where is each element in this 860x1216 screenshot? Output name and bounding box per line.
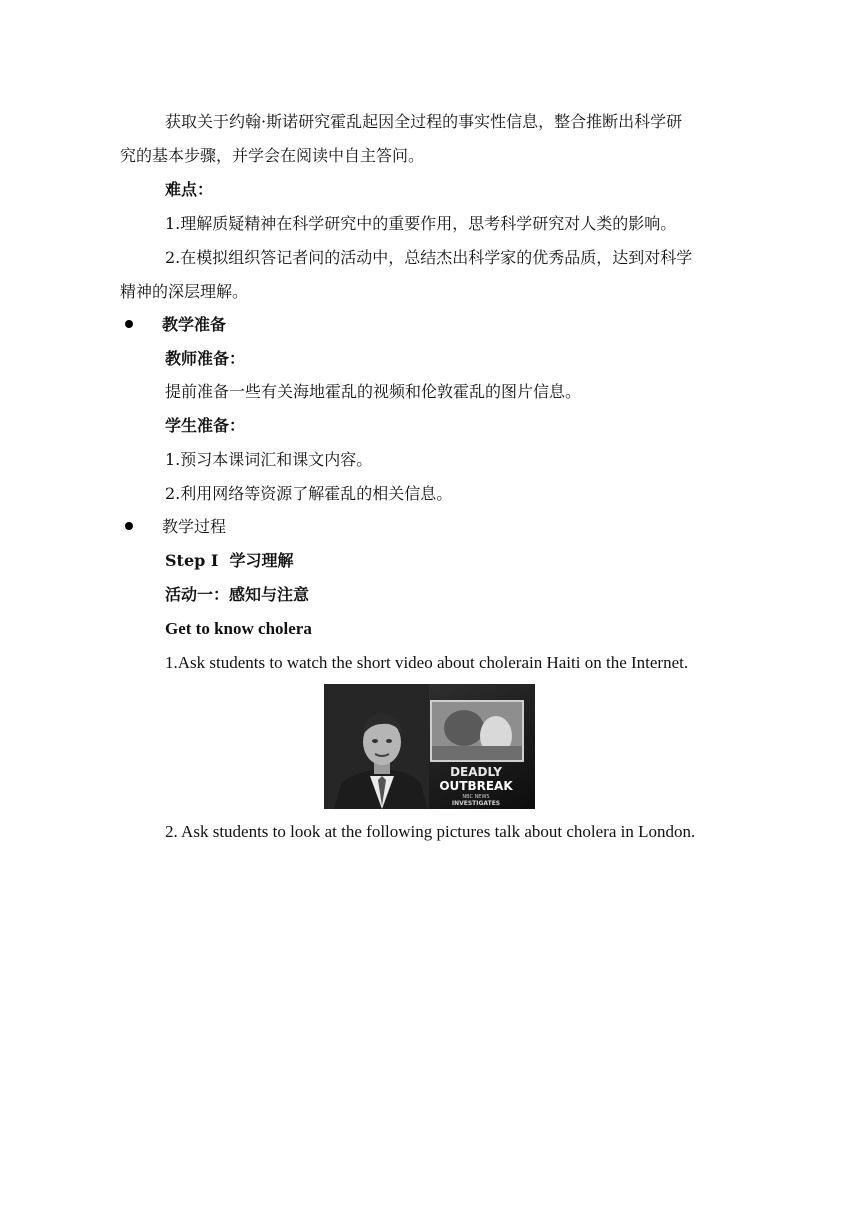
process-item-1: 1.Ask students to watch the short video about cholerain Haiti on the Internet. xyxy=(165,653,689,672)
caption-line-4: INVESTIGATES xyxy=(451,800,501,807)
difficulty-item-1: 1.理解质疑精神在科学研究中的重要作用，思考科学研究对人类的影响。 xyxy=(165,214,677,233)
goal-line-1: 获取关于约翰·斯诺研究霍乱起因全过程的事实性信息，整合推断出科学研 xyxy=(165,112,683,131)
bullet-icon xyxy=(125,522,133,530)
goal-line-2: 究的基本步骤，并学会在阅读中自主答问。 xyxy=(120,146,425,165)
student-prep-item-1: 1.预习本课词汇和课文内容。 xyxy=(165,450,373,469)
caption-line-3: NBC NEWS xyxy=(462,794,490,800)
news-video-still xyxy=(324,684,535,809)
student-prep-heading: 学生准备： xyxy=(165,416,246,435)
activity-subheading: Get to know cholera xyxy=(165,619,312,638)
caption-line-1: DEADLY xyxy=(450,765,502,779)
process-heading: 教学过程 xyxy=(162,517,227,536)
step-heading: Step I 学习理解 xyxy=(165,551,294,570)
bullet-icon xyxy=(125,320,133,328)
student-prep-item-2: 2.利用网络等资源了解霍乱的相关信息。 xyxy=(165,484,453,503)
preparation-heading: 教学准备 xyxy=(162,315,227,334)
teacher-prep-heading: 教师准备： xyxy=(165,349,246,368)
difficulty-item-2-line-1: 2.在模拟组织答记者问的活动中，总结杰出科学家的优秀品质，达到对科学 xyxy=(165,248,693,267)
difficulty-item-2-line-2: 精神的深层理解。 xyxy=(120,282,249,301)
process-item-2: 2. Ask students to look at the following pictures talk about cholera in London. xyxy=(165,822,696,841)
caption-line-2: OUTBREAK xyxy=(439,779,513,793)
activity-heading: 活动一：感知与注意 xyxy=(165,585,310,604)
teacher-prep-text: 提前准备一些有关海地霍乱的视频和伦敦霍乱的图片信息。 xyxy=(165,382,582,401)
difficulty-heading: 难点： xyxy=(165,180,214,199)
